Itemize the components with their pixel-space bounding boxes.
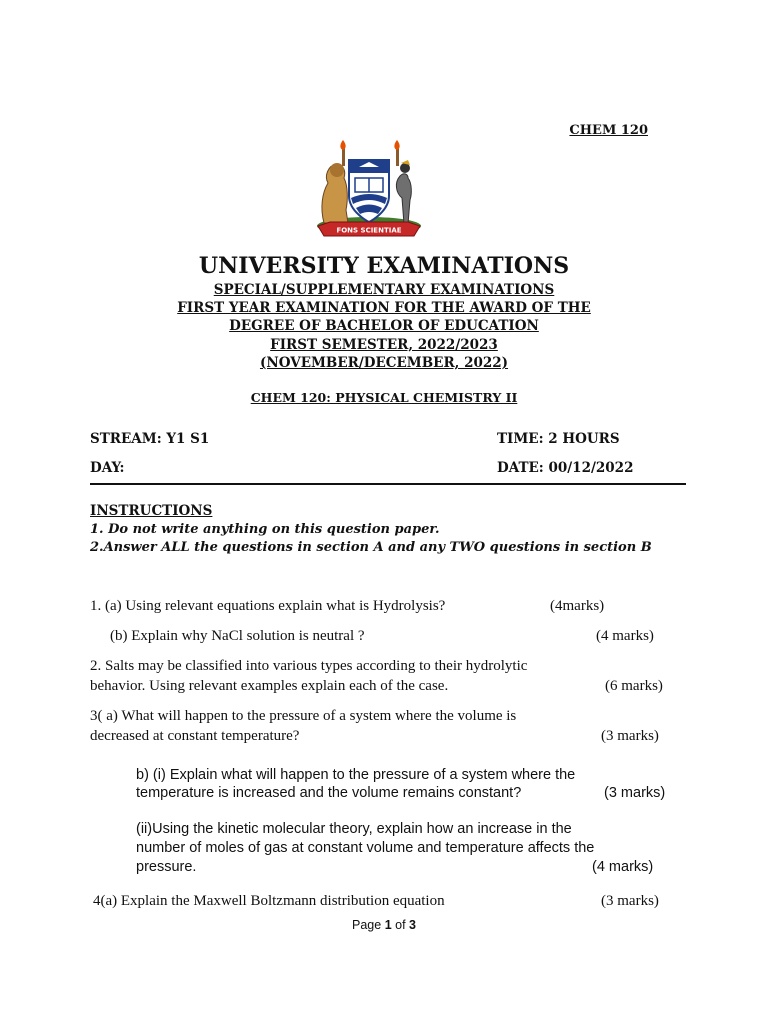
exam-type-line: SPECIAL/SUPPLEMENTARY EXAMINATIONS [213, 282, 555, 298]
page-number [0, 918, 768, 932]
day-label: DAY: [90, 460, 125, 476]
question-2-line: 2. Salts may be classified into various types according to their hydrolytic [90, 658, 528, 674]
time-label: TIME: 2 HOURS [497, 431, 620, 447]
question-3bi-line: temperature is increased and the volume remains constant? [136, 785, 522, 801]
question-2-marks: (6 marks) [605, 678, 663, 694]
page-current: 1 [384, 918, 392, 932]
university-title: UNIVERSITY EXAMINATIONS [198, 253, 570, 279]
question-4a-marks: (3 marks) [601, 893, 659, 909]
question-1a: 1. (a) Using relevant equations explain what is Hydrolysis? [90, 598, 446, 614]
degree-line: DEGREE OF BACHELOR OF EDUCATION [229, 318, 539, 334]
question-3a-line: decreased at constant temperature? [90, 728, 300, 744]
date-label: DATE: 00/12/2022 [497, 460, 634, 476]
stream-label: STREAM: Y1 S1 [90, 431, 210, 447]
question-3bi-marks: (3 marks) [604, 785, 666, 801]
crest-motto: FONS SCIENTIAE [336, 226, 402, 235]
question-3bii-line: number of moles of gas at constant volume and temperature affects the [136, 840, 595, 856]
question-2-line: behavior. Using relevant examples explain each of the case. [90, 678, 449, 694]
question-3bii-line: pressure. [136, 859, 197, 875]
instructions-title: INSTRUCTIONS [90, 503, 213, 519]
question-1b-marks: (4 marks) [596, 628, 654, 644]
course-title: CHEM 120: PHYSICAL CHEMISTRY II [250, 390, 518, 405]
university-crest-logo [304, 138, 434, 248]
course-code: CHEM 120 [569, 123, 648, 138]
page-label: Page [352, 918, 382, 932]
instruction-item: 2.Answer ALL the questions in section A and any TWO questions in section B [90, 540, 652, 555]
page-of: of [395, 918, 406, 932]
question-1a-marks: (4marks) [550, 598, 605, 614]
question-1b: (b) Explain why NaCl solution is neutral ? [110, 628, 365, 644]
question-3bii-line: (ii)Using the kinetic molecular theory, explain how an increase in the [136, 821, 572, 837]
instruction-item: 1. Do not write anything on this question paper. [90, 522, 440, 537]
exam-award-line: FIRST YEAR EXAMINATION FOR THE AWARD OF THE [177, 300, 591, 316]
question-4a: 4(a) Explain the Maxwell Boltzmann distribution equation [93, 893, 445, 909]
question-3a-line: 3( a) What will happen to the pressure of a system where the volume is [90, 708, 517, 724]
question-3a-marks: (3 marks) [601, 728, 659, 744]
period-line: (NOVEMBER/DECEMBER, 2022) [259, 355, 509, 371]
semester-line: FIRST SEMESTER, 2022/2023 [270, 337, 498, 353]
page-total: 3 [409, 918, 416, 932]
question-3bii-marks: (4 marks) [592, 859, 654, 875]
header-divider [90, 483, 686, 485]
question-3bi-line: b) (i) Explain what will happen to the pressure of a system where the [136, 767, 576, 783]
